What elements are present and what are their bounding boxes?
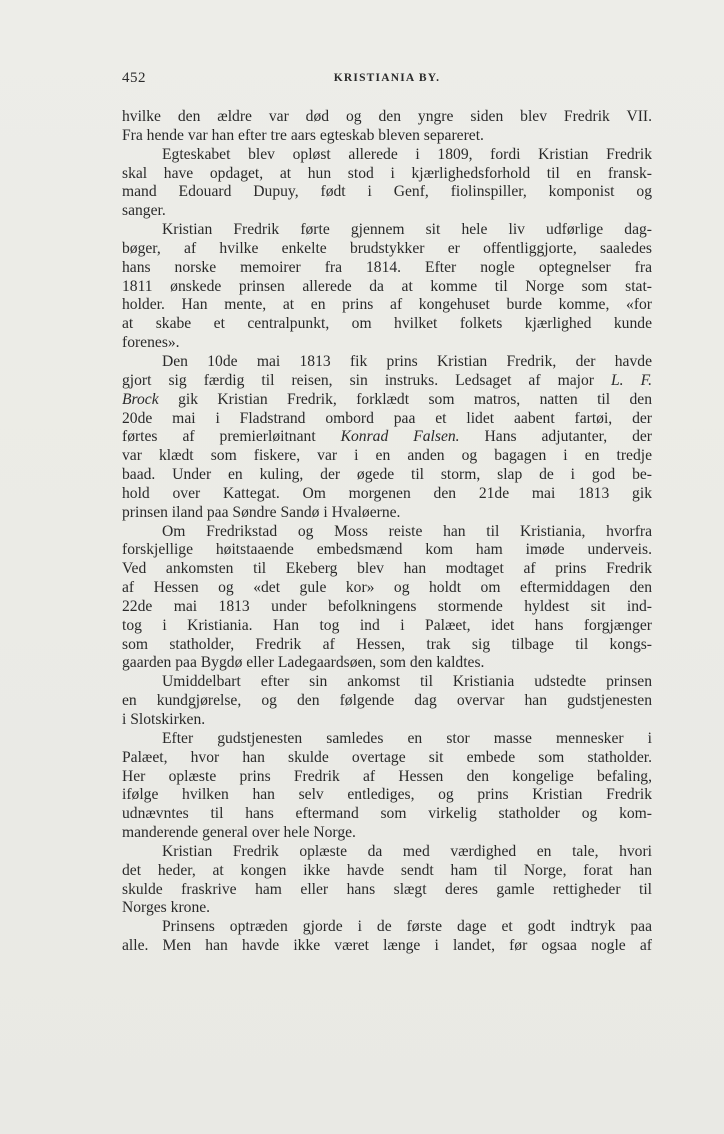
text-line [122, 504, 652, 523]
line-text: Palæet, hvor han skulde overtage sit embede som statholder. [122, 748, 652, 766]
text-line [122, 315, 652, 334]
line-text: Kristian Fredrik oplæste da med værdighed en tale, hvori [162, 842, 652, 860]
line-text: alle. Men han havde ikke været længe i landet, før ogsaa nogle af [122, 937, 652, 955]
text-line [122, 617, 652, 636]
line-text: hans norske memoirer fra 1814. Efter nogle optegnelser fra [122, 258, 652, 276]
line-text: tog i Kristiania. Han tog ind i Palæet, idet hans forgjænger [122, 616, 652, 634]
line-text: af Hessen og «det gule kor» og holdt om eftermiddagen den [122, 579, 652, 597]
line-text: hvilke den ældre var død og den yngre siden blev Fredrik VII. [122, 108, 652, 125]
line-text: Den 10de mai 1813 fik prins Kristian Fredrik, der havde [162, 352, 652, 370]
line-text: skulde fraskrive ham eller hans slægt deres gamle rettigheder til [122, 880, 652, 898]
text-line [122, 372, 652, 391]
text-line [122, 579, 652, 598]
line-text: mand Edouard Dupuy, født i Genf, fiolinspiller, komponist og [122, 183, 652, 201]
text-line [122, 259, 652, 278]
line-text: forenes». [122, 334, 180, 352]
text-line [122, 711, 652, 730]
line-text: hold over Kattegat. Om morgenen den 21de mai 1813 gik [122, 484, 652, 502]
text-line [122, 127, 652, 146]
page-number: 452 [122, 70, 146, 86]
text-line [122, 221, 652, 240]
text-line [122, 843, 652, 862]
line-text: i Slotskirken. [122, 711, 206, 728]
line-text: Egteskabet blev opløst allerede i 1809, fordi Kristian Fredrik [162, 145, 652, 163]
line-text: bøger, af hvilke enkelte brudstykker er offentliggjorte, saaledes [122, 239, 652, 257]
text-line [122, 202, 652, 221]
text-line [122, 428, 652, 447]
text-line [122, 768, 652, 787]
text-line [122, 278, 652, 297]
line-text: Om Fredrikstad og Moss reiste han til Kristiania, hvorfra [162, 522, 652, 540]
text-line [122, 183, 652, 202]
line-text: Kristian Fredrik førte gjennem sit hele liv udførlige dag- [162, 221, 652, 239]
text-line [122, 541, 652, 560]
page-header [122, 70, 652, 90]
text-line [122, 598, 652, 617]
line-text: Norges krone. [122, 899, 211, 917]
text-line [122, 899, 652, 918]
line-text: som statholder, Fredrik af Hessen, trak sig tilbage til kongs- [122, 635, 652, 653]
line-text: Prinsens optræden gjorde i de første dage et godt indtryk paa [162, 918, 652, 936]
line-text: ifølge hvilken han selv entlediges, og prins Kristian Fredrik [122, 786, 652, 804]
line-text: 20de mai i Fladstrand ombord paa et lidet aabent fartøi, der [122, 409, 652, 427]
line-text: udnævntes til hans eftermand som virkelig statholder og kom- [122, 805, 652, 823]
text-line [122, 560, 652, 579]
text-line [122, 485, 652, 504]
text-line [122, 918, 652, 937]
line-text: gik Kristian Fredrik, forklædt som matros, natten til den [178, 390, 652, 408]
text-line [122, 862, 652, 881]
text-line [122, 146, 652, 165]
line-text: baad. Under en kuling, der øgede til storm, slap de i god be- [122, 466, 652, 484]
line-text: var klædt som fiskere, var i en anden og bagagen i en tredje [122, 447, 652, 465]
text-line [122, 654, 652, 673]
text-line [122, 296, 652, 315]
body-text [122, 108, 652, 956]
line-text: det heder, at kongen ikke havde sendt ham til Norge, forat han [122, 861, 652, 879]
line-text: en kundgjørelse, og den følgende dag overvar han gudstjenesten [122, 692, 652, 710]
text-line [122, 447, 652, 466]
italic-text: Konrad Falsen. [340, 428, 460, 446]
line-text: holder. Han mente, at en prins af kongehuset burde komme, «for [122, 296, 652, 314]
line-text: Fra hende var han efter tre aars egteskab bleven separeret. [122, 126, 484, 144]
line-text: manderende general over hele Norge. [122, 824, 356, 842]
line-text: Umiddelbart efter sin ankomst til Kristiania udstedte prinsen [162, 673, 652, 691]
text-line [122, 805, 652, 824]
text-line [122, 391, 652, 410]
text-line [122, 240, 652, 259]
text-line [122, 410, 652, 429]
text-line [122, 673, 652, 692]
text-line [122, 824, 652, 843]
line-text: prinsen iland paa Søndre Sandø i Hvaløerne. [122, 503, 401, 521]
running-head: KRISTIANIA BY. [333, 72, 441, 84]
text-line [122, 523, 652, 542]
text-line [122, 353, 652, 372]
line-text: skal have opdaget, at hun stod i kjærlighedsforhold til en fransk- [122, 164, 652, 182]
text-line [122, 692, 652, 711]
line-text: gaarden paa Bygdø eller Ladegaardsøen, som den kaldtes. [122, 654, 485, 672]
text-line [122, 466, 652, 485]
text-line [122, 881, 652, 900]
line-text: Hans adjutanter, der [484, 428, 652, 446]
line-text: gjort sig færdig til reisen, sin instruks. Ledsaget af major [122, 371, 594, 389]
text-line [122, 730, 652, 749]
line-text: at skabe et centralpunkt, om hvilket folkets kjærlighed kunde [122, 315, 652, 333]
line-text: Efter gudstjenesten samledes en stor masse mennesker i [162, 729, 652, 747]
italic-text: L. F. [610, 371, 652, 389]
text-line [122, 108, 652, 127]
line-text: Ved ankomsten til Ekeberg blev han modtaget af prins Fredrik [122, 560, 652, 578]
text-line [122, 786, 652, 805]
line-text: sanger. [122, 202, 166, 220]
line-text: 1811 ønskede prinsen allerede da at komme til Norge som stat- [122, 277, 652, 295]
text-line [122, 937, 652, 956]
line-text: 22de mai 1813 under befolkningens stormende hyldest sit ind- [122, 597, 652, 615]
line-text: førtes af premierløitnant [122, 428, 316, 446]
text-line [122, 749, 652, 768]
text-line [122, 165, 652, 184]
text-line [122, 636, 652, 655]
line-text: forskjellige høitstaaende embedsmænd kom ham imøde underveis. [122, 541, 652, 559]
line-text: Her oplæste prins Fredrik af Hessen den kongelige befaling, [122, 767, 652, 785]
text-line [122, 334, 652, 353]
italic-text: Brock [122, 390, 159, 408]
